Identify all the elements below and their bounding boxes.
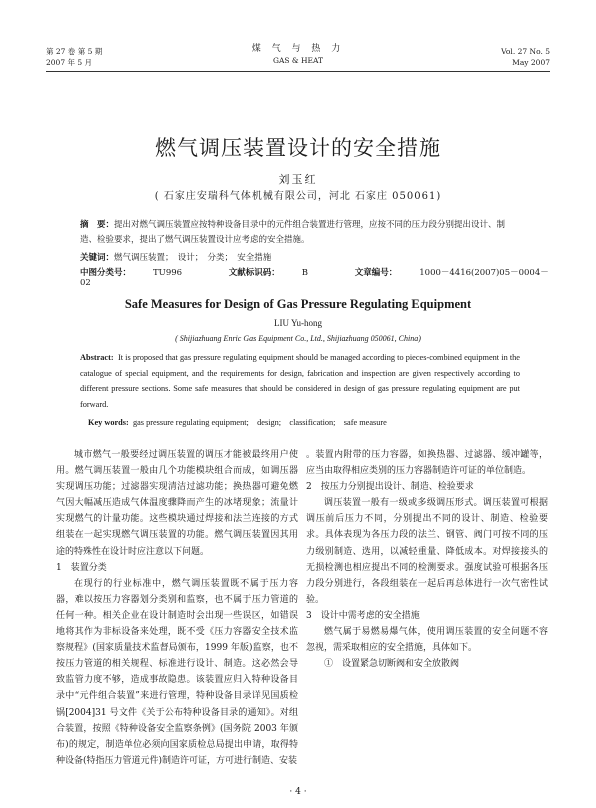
abstract-en (80, 350, 520, 412)
section-2-paragraph: 调压装置一般有一级或多级调压形式。调压装置可根据调压前后压力不同，分别提出不同的设计、制造、检验要求。具体表现为各压力段的法兰、钢管、阀门可按不同的压力级别制造、选用，以减轻重量、降低成本。对焊接接头的无损检测也相应提出不同的检测要求。强度试验可根据各压力段分别进行，各段组装在一起后再总体进行一次气密性试验。 (306, 498, 548, 605)
clc-label: 中图分类号： (80, 268, 132, 278)
article-no-value: 1000－4416(2007)05－0004－02 (80, 268, 549, 288)
clc-value: TU996 (153, 268, 183, 278)
journal-name-en: GAS & HEAT (272, 56, 323, 65)
body-column-right (306, 447, 548, 672)
classification-line (80, 266, 596, 288)
keywords-en-text: gas pressure regulating equipment; design; classification; safe measure (132, 418, 387, 427)
journal-name-cn: 煤 气 与 热 力 (251, 44, 345, 54)
abstract-cn (80, 218, 520, 248)
body-column-left (56, 447, 298, 769)
section-heading-3: 3 设计中需考虑的安全措施 (306, 610, 420, 621)
page-number: · 4 · (289, 787, 307, 797)
section-1-text: 在现行的行业标准中，燃气调压装置既不属于压力容器，难以按压力容器划分类别和监察，也不属于压力管道的任何一种。相关企业在设计制造时会出现一些误区，如错误地将其作为非标设备来处理，既不受《压力容器安全技术监察规程》(国家质量技术监督局颁布，1999 年版)监察，也不按压力管道的相关规程、标准进行设计、制造。这必然会导致监管力度不够，造成事故隐患。该装置应归入特种设备目录中“元件组合装置”来进行管理，特种设备目录详见国质检锅[2004]31 号文件《关于公布特种设备目录的通知》。对组合装置，按照《特种设备安全监察条例》(国务院 2003 年颁布)的规定，制造单位必须向国家质检总局提出申请，取得特种设备(特指压力管道元件)制造许可证，方可进行制造、安装 (56, 578, 298, 766)
section-heading-2: 2 按压力分别提出设计、制造、检验要求 (306, 482, 474, 493)
author-cn: 刘玉红 (278, 173, 318, 186)
journal-volume-en (501, 46, 550, 68)
header-volume-en: Vol. 27 No. 5 (501, 47, 550, 56)
section-1-paragraph (56, 576, 298, 769)
affiliation-en: ( Shijiazhuang Enric Gas Equipment Co., Ltd., Shijiazhuang 050061, China) (175, 334, 421, 343)
section-1-paragraph-continued: 。装置内附带的压力容器，如换热器、过滤器、缓冲罐等，应当由取得相应类别的压力容器制造许可证的单位制造。 (306, 450, 548, 477)
abstract-en-text: It is proposed that gas pressure regulating equipment should be managed according to pieces-combined equipment in the catalogue of special equipment, and the requirements for design, fabrication and inspection are given respectively according to different pressure sections. Some safe measures that should be considered in design of gas pressure regulating equipment are put forward. (80, 353, 520, 409)
keywords-en (88, 416, 387, 428)
abstract-cn-text: 提出对燃气调压装置应按特种设备目录中的元件组合装置进行管理，应按不同的压力段分别提出设计、制造、检验要求，提出了燃气调压装置设计应考虑的安全措施。 (80, 220, 506, 245)
keywords-cn-text: 燃气调压装置； 设计； 分类； 安全措施 (114, 253, 272, 263)
keywords-cn-label: 关键词： (80, 253, 115, 263)
intro-paragraph: 城市燃气一般要经过调压装置的调压才能被最终用户使用。燃气调压装置一般由几个功能模块组合而成，如调压器实现调压功能；过滤器实现清洁过滤功能；换热器可避免燃气因大幅减压造成气体温度骤降而产生的冰堵现象；流量计实现燃气的计量功能。这些模块通过焊接和法兰连接的方式组装在一起实现燃气调压装置的功能。燃气调压装置因其用途的特殊性在设计时应注意以下问题。 (56, 450, 298, 557)
doc-code-label: 文献标识码： (228, 268, 280, 278)
doc-code-value: B (301, 268, 309, 278)
article-title-en: Safe Measures for Design of Gas Pressure Regulating Equipment (124, 297, 472, 311)
header-rule (46, 71, 550, 72)
affiliation-cn: ( 石家庄安瑞科气体机械有限公司，河北 石家庄 050061) (154, 191, 442, 202)
author-en: LIU Yu-hong (274, 318, 322, 328)
section-3-paragraph: 燃气属于易燃易爆气体，使用调压装置的安全问题不容忽视，需采取相应的安全措施，具体如下。 (306, 627, 548, 654)
article-title-cn: 燃气调压装置设计的安全措施 (155, 136, 441, 160)
header-volume: 第 27 卷 第 5 期 (46, 47, 103, 56)
list-item: ① 设置紧急切断阀和安全放散阀 (324, 659, 460, 670)
header-date: 2007 年 5 月 (46, 58, 93, 67)
abstract-cn-label: 摘 要： (80, 220, 115, 230)
abstract-en-label: Abstract: (80, 353, 114, 362)
article-no-label: 文章编号： (354, 268, 398, 278)
header-date-en: May 2007 (512, 58, 550, 67)
keywords-en-label: Key words: (88, 418, 129, 427)
keywords-cn (80, 251, 271, 263)
section-heading-1: 1 装置分类 (56, 562, 107, 573)
